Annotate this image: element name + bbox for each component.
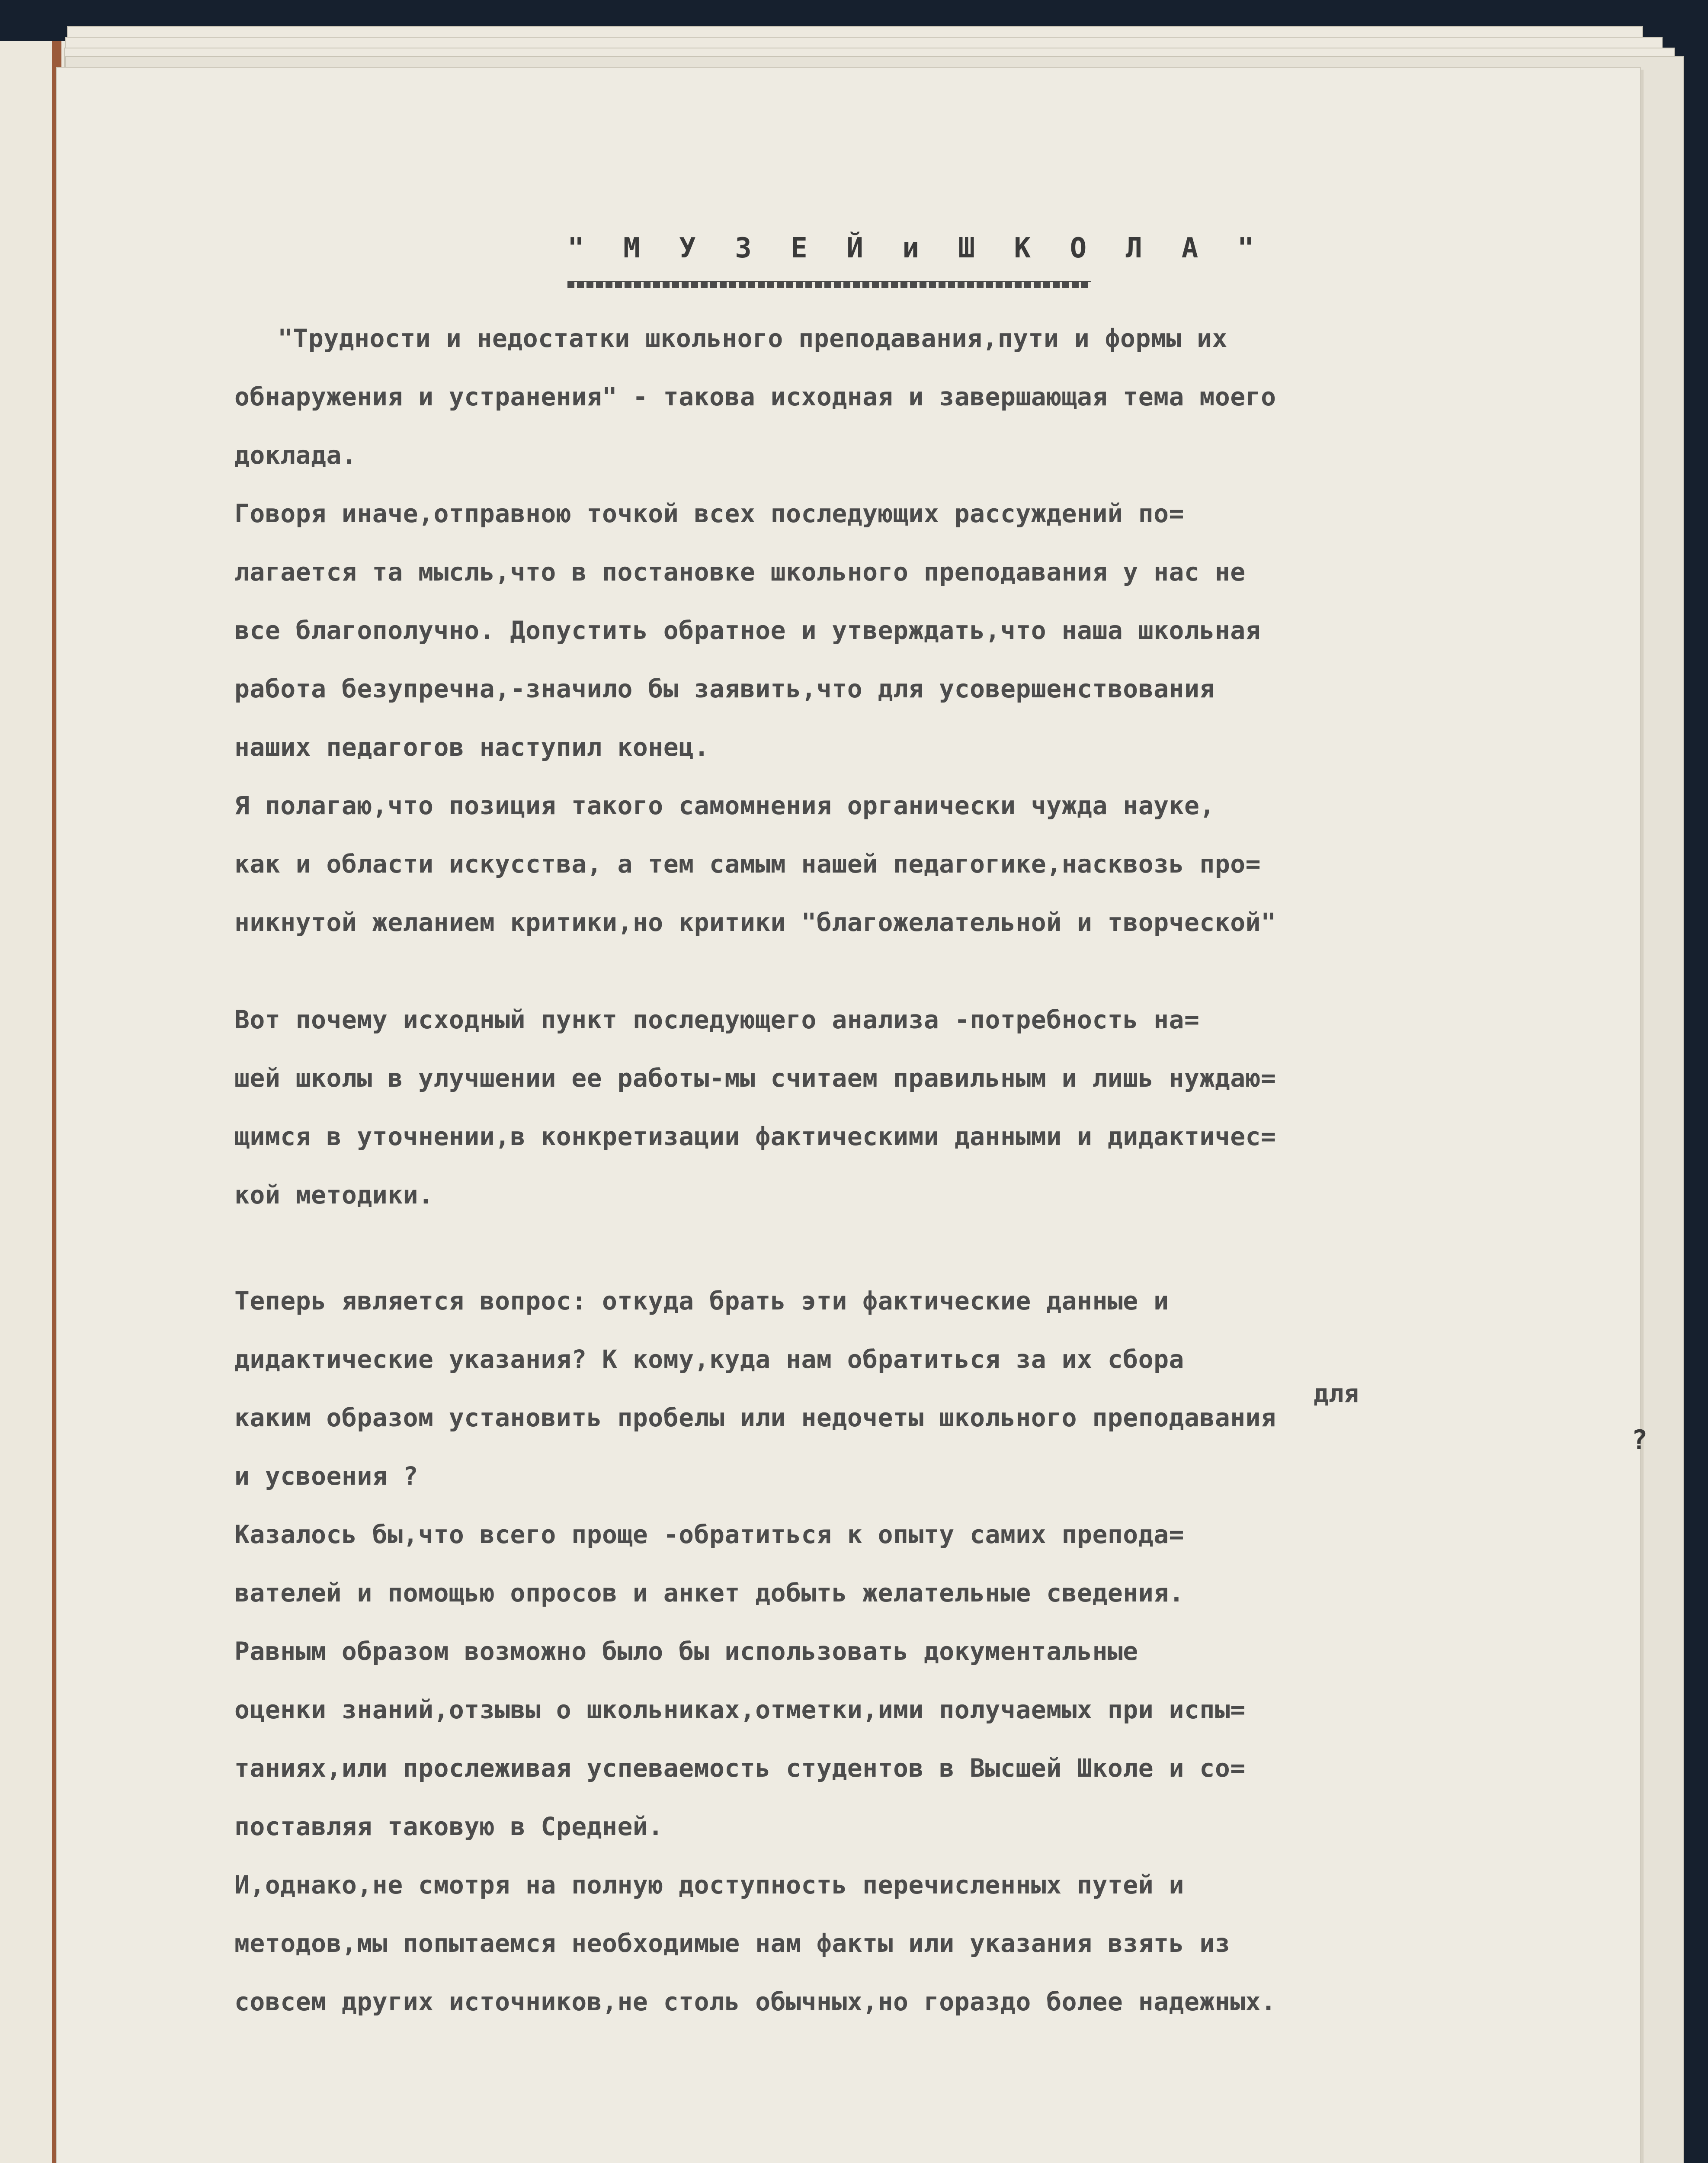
text-line: каким образом установить пробелы или недочеты школьного преподавания — [234, 1403, 1276, 1432]
text-line: лагается та мысль,что в постановке школьного преподавания у нас не — [234, 557, 1246, 587]
background-edge — [1686, 0, 1708, 2163]
text-line: И,однако,не смотря на полную доступность перечисленных путей и — [234, 1870, 1184, 1900]
text-line: как и области искусства, а тем самым нашей педагогике,насквозь про= — [234, 849, 1261, 879]
text-line: и усвоения ? — [234, 1461, 419, 1491]
text-line: Теперь является вопрос: откуда брать эти фактические данные и — [234, 1286, 1169, 1316]
text-line: доклада. — [234, 440, 357, 470]
text-line: вателей и помощью опросов и анкет добыть желательные сведения. — [234, 1578, 1184, 1608]
text-line: никнутой желанием критики,но критики "благожелательной и творческой" — [234, 908, 1276, 937]
text-line: Равным образом возможно было бы использовать документальные — [234, 1637, 1138, 1666]
text-line: все благополучно. Допустить обратное и утверждать,что наша школьная — [234, 616, 1261, 645]
text-line: методов,мы попытаемся необходимые нам факты или указания взять из — [234, 1929, 1231, 1958]
typewritten-page — [56, 67, 1648, 2163]
text-line: Вот почему исходный пункт последующего анализа -потребность на= — [234, 1005, 1200, 1034]
title-underline — [567, 281, 1091, 288]
text-line: таниях,или прослеживая успеваемость студентов в Высшей Школе и со= — [234, 1753, 1246, 1783]
text-line: щимся в уточнении,в конкретизации фактическими данными и дидактичес= — [234, 1122, 1276, 1151]
text-line: оценки знаний,отзывы о школьниках,отметки,ими получаемых при испы= — [234, 1695, 1246, 1724]
text-line: Казалось бы,что всего проще -обратиться к опыту самих препода= — [234, 1520, 1184, 1549]
text-line: дидактические указания? К кому,куда нам обратиться за их сбора — [234, 1345, 1184, 1374]
handwritten-insertion: для — [1314, 1379, 1359, 1408]
text-line: работа безупречна,-значило бы заявить,что для усовершенствования — [234, 674, 1215, 703]
text-line: шей школы в улучшении ее работы-мы считаем правильным и лишь нуждаю= — [234, 1063, 1276, 1093]
text-line: Я полагаю,что позиция такого самомнения органически чужда науке, — [234, 791, 1215, 820]
margin-question-mark: ? — [1631, 1424, 1648, 1456]
text-line: Говоря иначе,отправною точкой всех последующих рассуждений по= — [234, 499, 1184, 528]
text-line: "Трудности и недостатки школьного преподавания,пути и формы их — [278, 324, 1227, 353]
text-line: совсем других источников,не столь обычных,но гораздо более надежных. — [234, 1987, 1276, 2016]
text-line: обнаружения и устранения" - такова исходная и завершающая тема моего — [234, 382, 1276, 411]
text-line: поставляя таковую в Средней. — [234, 1812, 663, 1841]
page-title: " М У З Е Й и Ш К О Л А " — [567, 232, 1266, 264]
text-line: кой методики. — [234, 1180, 434, 1210]
text-line: наших педагогов наступил конец. — [234, 732, 709, 762]
